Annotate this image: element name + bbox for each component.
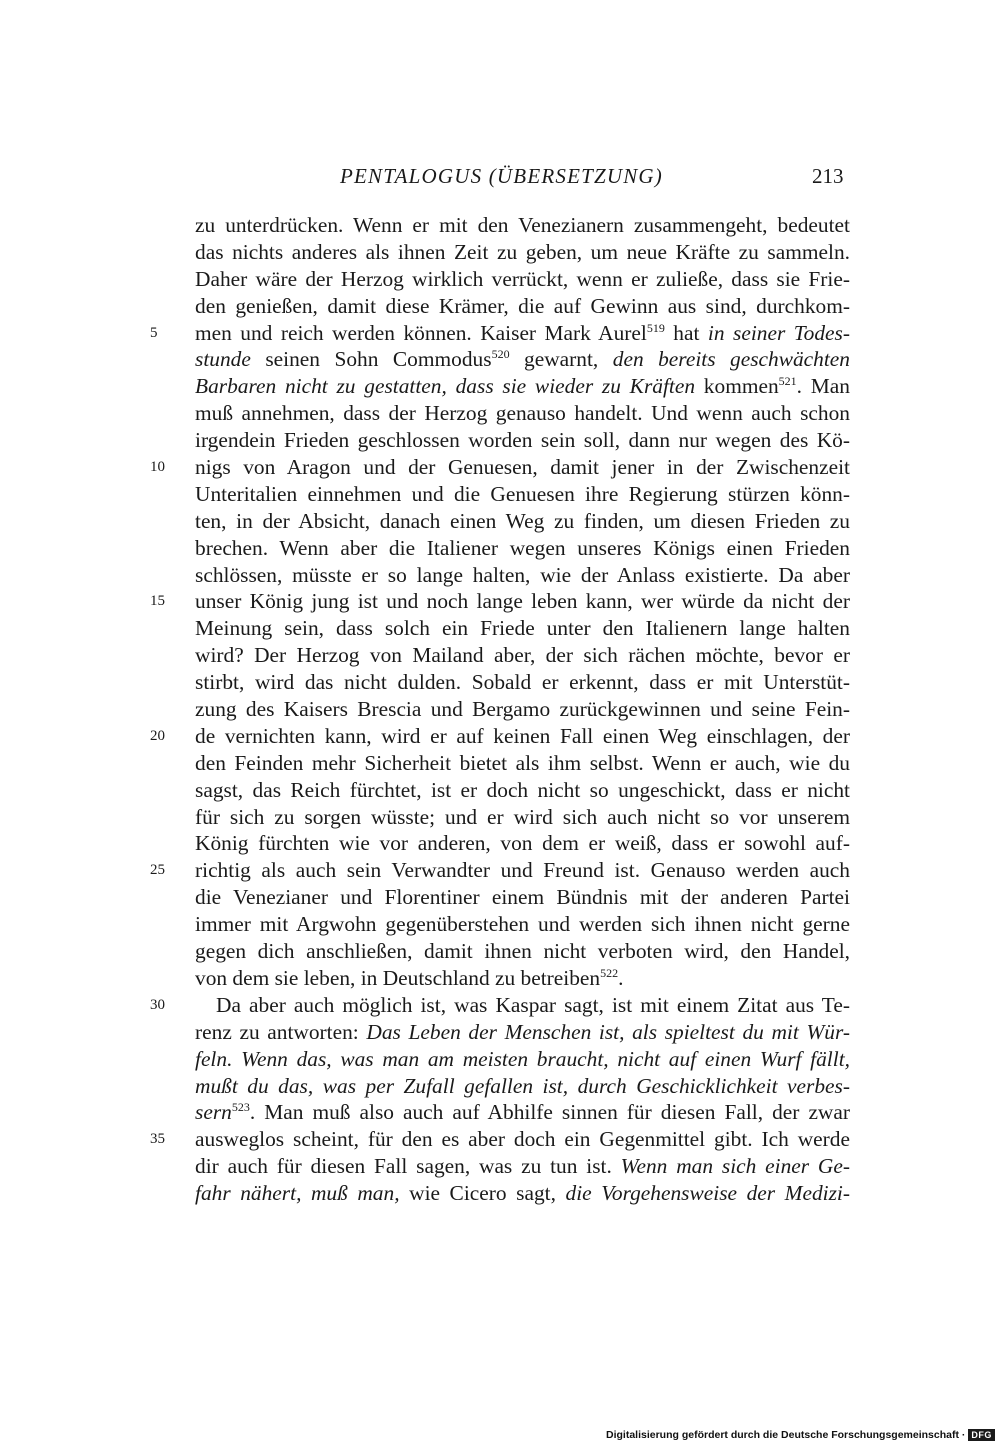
text-line xyxy=(195,642,850,669)
line-number: 25 xyxy=(150,862,165,879)
line-text: richtig als auch sein Verwandter und Freund ist. Genauso werden auch xyxy=(195,858,850,883)
line-number: 10 xyxy=(150,459,165,476)
line-text: König fürchten wie vor anderen, von dem er weiß, dass er sowohl auf- xyxy=(195,831,850,856)
line-text: fahr nähert, muß man, wie Cicero sagt, die Vorgehensweise der Medizi- xyxy=(195,1181,851,1206)
line-text: brechen. Wenn aber die Italiener wegen unseres Königs einen Frieden xyxy=(195,535,850,560)
line-text: Unteritalien einnehmen und die Genuesen ihre Regierung stürzen könn- xyxy=(195,481,850,506)
text-line xyxy=(195,1180,850,1207)
text-line xyxy=(150,992,850,1019)
line-text: nigs von Aragon und der Genuesen, damit jener in der Zwischenzeit xyxy=(195,455,850,480)
text-line xyxy=(195,1046,850,1073)
line-text: für sich zu sorgen wüsste; und er wird sich auch nicht so vor unserem xyxy=(195,804,850,829)
line-text: immer mit Argwohn gegenüberstehen und werden sich ihnen nicht gerne xyxy=(195,912,850,937)
line-text: Meinung sein, dass solch ein Friede unter den Italienern lange halten xyxy=(195,616,850,641)
text-line xyxy=(150,857,850,884)
text-line xyxy=(195,293,850,320)
text-line xyxy=(195,1073,850,1100)
text-line xyxy=(195,830,850,857)
line-text: zu unterdrücken. Wenn er mit den Venezianern zusammengeht, bedeutet xyxy=(195,213,850,237)
text-line xyxy=(195,373,850,400)
line-text: das nichts anderes als ihnen Zeit zu geben, um neue Kräfte zu sammeln. xyxy=(195,239,850,264)
text-line xyxy=(195,239,850,266)
dfg-logo: DFG xyxy=(968,1429,995,1441)
text-line xyxy=(150,320,851,347)
line-text: ausweglos scheint, für den es aber doch ein Gegenmittel gibt. Ich werde xyxy=(195,1127,850,1152)
line-text: dir auch für diesen Fall sagen, was zu tun ist. Wenn man sich einer Ge- xyxy=(195,1154,850,1179)
text-line xyxy=(195,615,850,642)
line-text: unser König jung ist und noch lange leben kann, wer würde da nicht der xyxy=(195,589,850,614)
line-text: ten, in der Absicht, danach einen Weg zu finden, um diesen Frieden zu xyxy=(195,508,850,533)
body-text xyxy=(150,212,851,1207)
text-line xyxy=(195,911,850,938)
text-line xyxy=(195,669,850,696)
text-line xyxy=(195,1099,850,1126)
text-line xyxy=(195,266,850,293)
line-text: de vernichten kann, wird er auf keinen Fall einen Weg einschlagen, der xyxy=(195,723,850,748)
text-line xyxy=(150,1126,850,1153)
line-text: irgendein Frieden geschlossen worden sein soll, dann nur wegen des Kö- xyxy=(195,428,850,453)
text-line xyxy=(195,508,850,535)
text-line xyxy=(195,750,850,777)
text-line xyxy=(195,777,850,804)
text-line xyxy=(150,588,850,615)
line-number: 5 xyxy=(150,324,158,341)
line-text: zung des Kaisers Brescia und Bergamo zurückgewinnen und seine Fein- xyxy=(195,697,850,722)
line-text: men und reich werden können. Kaiser Mark Aurel$^{519}$ hat in seiner Todes- xyxy=(195,320,851,345)
line-number: 20 xyxy=(150,727,165,744)
text-line xyxy=(195,1019,850,1046)
text-line xyxy=(195,400,850,427)
text-line xyxy=(195,212,850,239)
text-line xyxy=(195,696,850,723)
line-text: den genießen, damit diese Krämer, die auf Gewinn aus sind, durchkom- xyxy=(195,293,850,318)
line-text: stirbt, wird das nicht dulden. Sobald er erkennt, dass er mit Unterstüt- xyxy=(195,670,850,695)
line-text: Da aber auch möglich ist, was Kaspar sagt, ist mit einem Zitat aus Te- xyxy=(216,992,850,1017)
line-text: den Feinden mehr Sicherheit bietet als ihm selbst. Wenn er auch, wie du xyxy=(195,750,850,775)
text-line xyxy=(195,562,850,589)
text-line xyxy=(195,1153,850,1180)
line-text: stunde seinen Sohn Commodus$^{520}$ gewarnt, den bereits geschwächten xyxy=(195,347,850,372)
line-number: 15 xyxy=(150,593,165,610)
text-line xyxy=(150,723,850,750)
running-head-title: PENTALOGUS (ÜBERSETZUNG) xyxy=(340,164,663,188)
line-text: muß annehmen, dass der Herzog genauso handelt. Und wenn auch schon xyxy=(195,401,850,426)
line-text: Daher wäre der Herzog wirklich verrückt, wenn er zuließe, dass sie Frie- xyxy=(195,266,850,291)
line-text: sagst, das Reich fürchtet, ist er doch nicht so ungeschickt, dass er nicht xyxy=(195,777,850,802)
line-text: schlössen, müsste er so lange halten, wie der Anlass existierte. Da aber xyxy=(195,562,850,587)
text-line xyxy=(195,804,850,831)
line-text: feln. Wenn das, was man am meisten braucht, nicht auf einen Wurf fällt, xyxy=(195,1046,850,1071)
line-number: 30 xyxy=(150,996,165,1013)
line-text: wird? Der Herzog von Mailand aber, der sich rächen möchte, bevor er xyxy=(195,643,850,668)
line-text: die Venezianer und Florentiner einem Bündnis mit der anderen Partei xyxy=(195,885,850,910)
line-text: Barbaren nicht zu gestatten, dass sie wieder zu Kräften kommen$^{521}$. Man xyxy=(195,374,850,399)
text-line xyxy=(195,535,850,562)
text-line xyxy=(195,884,850,911)
text-line xyxy=(150,454,850,481)
text-line xyxy=(195,481,850,508)
footer-credit: Digitalisierung gefördert durch die Deutsche Forschungsgemeinschaft · xyxy=(606,1429,966,1441)
digitization-footer xyxy=(606,1429,995,1441)
page-number: 213 xyxy=(812,164,844,188)
line-text: renz zu antworten: Das Leben der Menschen ist, als spieltest du mit Wür- xyxy=(195,1019,850,1044)
text-line xyxy=(195,965,850,992)
line-text: mußt du das, was per Zufall gefallen ist, durch Geschicklichkeit verbes- xyxy=(195,1073,850,1098)
text-line xyxy=(195,427,850,454)
line-text: von dem sie leben, in Deutschland zu betreiben$^{522}$. xyxy=(195,965,624,990)
text-line xyxy=(195,346,850,373)
line-number: 35 xyxy=(150,1131,165,1148)
line-text: gegen dich anschließen, damit ihnen nicht verboten wird, den Handel, xyxy=(195,939,850,964)
text-line xyxy=(195,938,850,965)
line-text: sern$^{523}$. Man muß also auch auf Abhilfe sinnen für diesen Fall, der zwar xyxy=(195,1100,850,1125)
